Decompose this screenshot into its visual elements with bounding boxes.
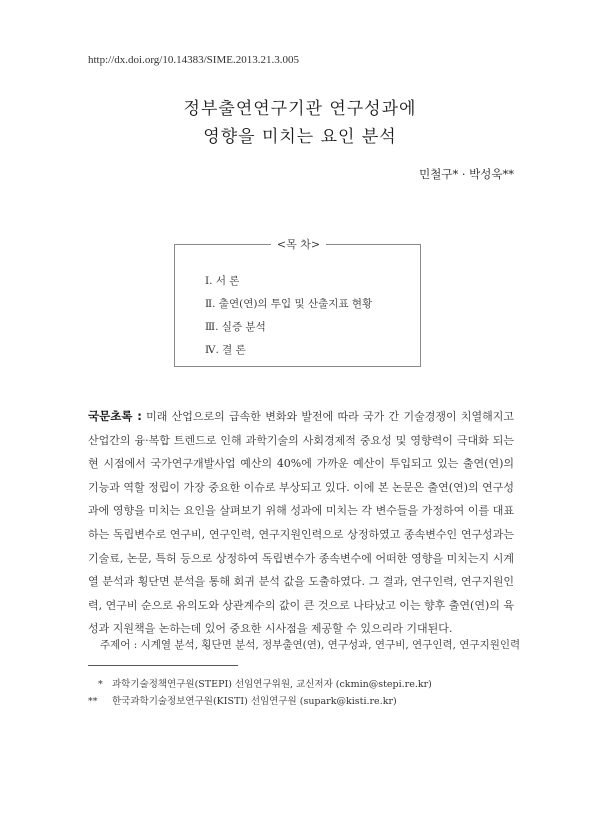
- toc-item-introduction: Ⅰ. 서 론: [205, 275, 240, 287]
- doi-link[interactable]: http://dx.doi.org/10.14383/SIME.2013.21.3.005: [88, 54, 299, 66]
- abstract-text: 미래 산업으로의 급속한 변화와 발전에 따라 국가 간 기술경쟁이 치열해지고 산업간의 융·복합 트렌드로 인해 과학기술의 사회경제적 중요성 및 영향력이 극대화 되는 현 시점에서 국가연구개발사업 예산의 40%에 가까운 예산이 투입되고 있는 출연(연)의 기능과 역할 정립이 가장 중요한 이슈로 부상되고 있다. 이에 본 논문은 출연(연)의 연구성과에 영향을 미치는 요인을 살펴보기 위해 성과에 미치는 각 변수들을 가정하여 이를 대표하는 독립변수로 연구비, 연구인력, 연구지원인력으로 상정하였고 종속변수인 연구성과는 기술료, 논문, 특허 등으로 상정하여 독립변수가 종속변수에 어떠한 영향을 미치는지 시계열 분석과 횡단면 분석을 통해 회귀 분석 값을 도출하였다. 그 결과, 연구인력, 연구지원인력, 연구비 순으로 유의도와 상관계수의 값이 큰 것으로 나타났고 이는 향후 출연(연)의 육성과 지원책을 논하는데 있어 중요한 시사점을 제공할 수 있으리라 기대된다.: [88, 410, 515, 636]
- footnote-2-mark: **: [88, 696, 98, 707]
- footnote-1-mark: *: [98, 679, 103, 690]
- table-of-contents: [174, 238, 421, 367]
- footnote-divider: [88, 665, 238, 666]
- paper-title-line-2: 영향을 미치는 요인 분석: [203, 127, 397, 147]
- toc-item-analysis: Ⅲ. 실증 분석: [205, 321, 266, 333]
- footnote-2-text: 한국과학기술정보연구원(KISTI) 선임연구원 (supark@kisti.re.kr): [112, 696, 397, 707]
- footnote-2: [88, 693, 397, 707]
- toc-item-conclusion: Ⅳ. 결 론: [205, 344, 246, 356]
- abstract-label: 국문초록 :: [88, 409, 142, 423]
- toc-item-status: Ⅱ. 출연(연)의 투입 및 산출지표 현황: [205, 298, 373, 310]
- abstract: [88, 405, 514, 641]
- author-names: 민철구* · 박성욱**: [419, 167, 514, 181]
- footnote-1: [98, 676, 432, 690]
- paper-title-line-1: 정부출연연구기관 연구성과에: [183, 99, 417, 119]
- toc-heading-text: <목 차>: [271, 238, 326, 251]
- keywords: 주제어 : 시계열 분석, 횡단면 분석, 정부출연(연), 연구성과, 연구비, 연구인력, 연구지원인력: [100, 639, 521, 651]
- footnote-1-text: 과학기술정책연구원(STEPI) 선임연구위원, 교신저자 (ckmin@stepi.re.kr): [112, 679, 432, 690]
- toc-heading: [175, 236, 422, 252]
